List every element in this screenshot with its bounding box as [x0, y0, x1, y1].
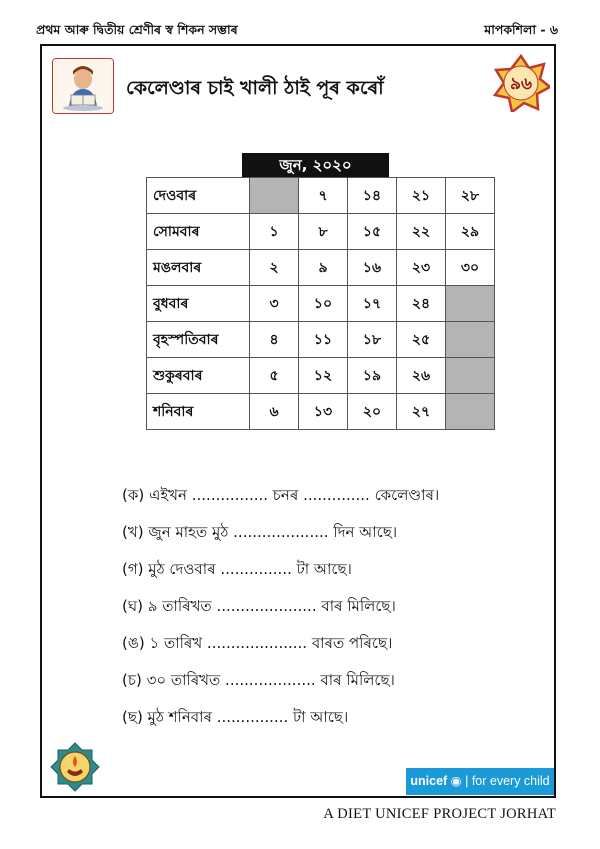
calendar-date-cell: ১৭: [348, 286, 397, 322]
unicef-banner: unicef ◉ | for every child: [406, 768, 554, 795]
calendar-date-cell: ২৭: [397, 394, 446, 430]
calendar-day-name: মঙলবাৰ: [147, 250, 250, 286]
unicef-brand: unicef: [410, 774, 448, 788]
calendar-date-cell: ২১: [397, 178, 446, 214]
globe-icon: ◉: [450, 774, 462, 788]
calendar-date-cell: ২৩: [397, 250, 446, 286]
question-ka: (ক) এইখন ................ চনৰ .............. কেলেণ্ডাৰ।: [122, 486, 440, 504]
page-frame: [40, 44, 556, 798]
calendar-empty-cell: [250, 178, 299, 214]
calendar-date-cell: ৭: [299, 178, 348, 214]
page-number: ৯৬: [509, 74, 533, 94]
calendar-row: [147, 322, 495, 358]
reading-child-illustration: [52, 58, 114, 114]
calendar-empty-cell: [446, 358, 495, 394]
calendar-empty-cell: [446, 322, 495, 358]
calendar-date-cell: ২২: [397, 214, 446, 250]
calendar-date-cell: ১১: [299, 322, 348, 358]
calendar-empty-cell: [446, 394, 495, 430]
header-left-text: প্ৰথম আৰু দ্বিতীয় শ্ৰেণীৰ স্ব শিকন সম্ভাৰ: [36, 22, 238, 37]
calendar-day-name: বৃহস্পতিবাৰ: [147, 322, 250, 358]
calendar-row: [147, 286, 495, 322]
calendar-row: [147, 214, 495, 250]
question-kha: (খ) জুন মাহত মুঠ .................... দিন আছে।: [122, 523, 398, 541]
calendar-row: [147, 394, 495, 430]
calendar-date-cell: ২৫: [397, 322, 446, 358]
calendar-date-cell: ১৬: [348, 250, 397, 286]
calendar-row: [147, 358, 495, 394]
page-number-badge: [492, 54, 550, 112]
calendar-date-cell: ৫: [250, 358, 299, 394]
calendar-day-name: সোমবাৰ: [147, 214, 250, 250]
question-chha: (ছ) মুঠ শনিবাৰ ............... টা আছে।: [122, 708, 349, 726]
calendar-date-cell: ১৯: [348, 358, 397, 394]
calendar-row: [147, 250, 495, 286]
calendar-date-cell: ২৯: [446, 214, 495, 250]
calendar-date-cell: ২০: [348, 394, 397, 430]
calendar-date-cell: ৮: [299, 214, 348, 250]
calendar-date-cell: ২: [250, 250, 299, 286]
calendar-date-cell: ৩: [250, 286, 299, 322]
calendar-date-cell: ২৬: [397, 358, 446, 394]
header-right-text: মাপকশিলা - ৬: [484, 22, 558, 37]
calendar-row: [147, 178, 495, 214]
calendar-date-cell: ৩০: [446, 250, 495, 286]
calendar-date-cell: ৬: [250, 394, 299, 430]
footer-credit: A DIET UNICEF PROJECT JORHAT: [323, 806, 556, 822]
calendar-date-cell: ১৩: [299, 394, 348, 430]
calendar-day-name: দেওবাৰ: [147, 178, 250, 214]
calendar-date-cell: ১৮: [348, 322, 397, 358]
page-title: কেলেণ্ডাৰ চাই খালী ঠাই পূৰ কৰোঁ: [126, 77, 384, 99]
calendar-month-heading: জুন, ২০২০: [242, 153, 389, 177]
calendar-date-cell: ১২: [299, 358, 348, 394]
calendar-date-cell: ১০: [299, 286, 348, 322]
calendar-date-cell: ১: [250, 214, 299, 250]
calendar-date-cell: ৪: [250, 322, 299, 358]
question-cha: (চ) ৩০ তাৰিখত ................... বাৰ মিলিছে।: [122, 671, 395, 689]
question-ga: (গ) মুঠ দেওবাৰ ............... টা আছে।: [122, 560, 352, 578]
diet-emblem-logo: [50, 742, 100, 792]
unicef-tagline: for every child: [471, 774, 550, 788]
question-nga: (ঙ) ১ তাৰিখ ..................... বাৰত পৰিছে।: [122, 634, 393, 652]
calendar-table: [146, 177, 495, 430]
question-gha: (ঘ) ৯ তাৰিখত ..................... বাৰ মিলিছে।: [122, 597, 396, 615]
calendar-date-cell: ১৪: [348, 178, 397, 214]
calendar-date-cell: ৯: [299, 250, 348, 286]
calendar-day-name: বুধবাৰ: [147, 286, 250, 322]
calendar-day-name: শুকুৰবাৰ: [147, 358, 250, 394]
calendar-date-cell: ২৮: [446, 178, 495, 214]
calendar-empty-cell: [446, 286, 495, 322]
calendar-day-name: শনিবাৰ: [147, 394, 250, 430]
calendar-date-cell: ১৫: [348, 214, 397, 250]
calendar-date-cell: ২৪: [397, 286, 446, 322]
